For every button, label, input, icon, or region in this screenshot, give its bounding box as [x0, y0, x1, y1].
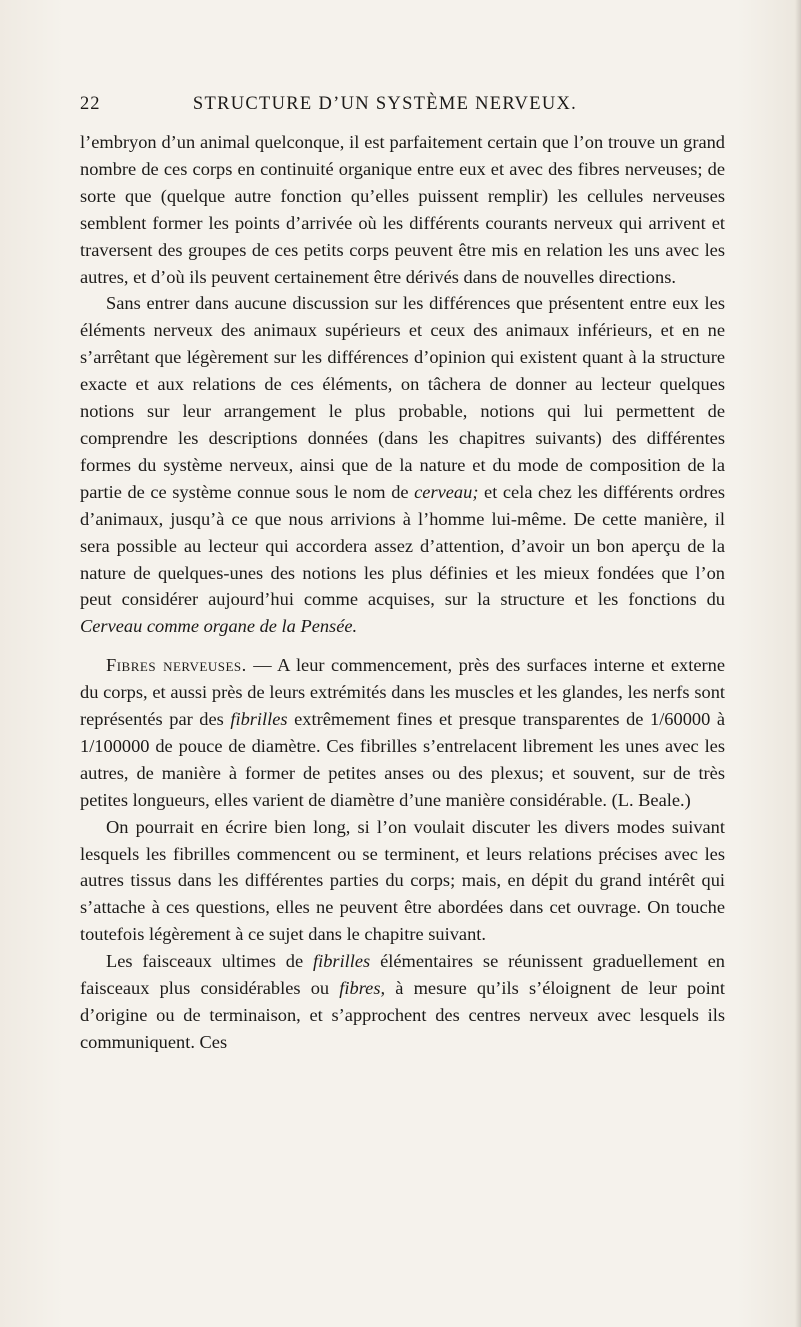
italic-term: cerveau;: [414, 481, 479, 502]
italic-title: Cerveau comme organe de la Pensée.: [80, 616, 358, 637]
section-heading: Fibres nerveuses.: [106, 655, 247, 676]
italic-term: fibrilles: [230, 709, 288, 730]
italic-term: fibrilles: [313, 951, 371, 972]
paragraph-5: Les faisceaux ultimes de fibrilles élémentaires se réunissent graduellement en faisceaux plus considérables ou fibres, à mesure qu’ils s’éloignent de leur point d’origine ou de terminaison, et s’approchent des centres nerveux avec lesquels ils communiquent. Ces: [80, 951, 725, 1052]
running-header: [80, 94, 720, 118]
running-title: STRUCTURE D’UN SYSTÈME NERVEUX.: [192, 94, 578, 114]
page-edge-shadow: [795, 0, 801, 1327]
paragraph-4: On pourrait en écrire bien long, si l’on voulait discuter les divers modes suivant lesquels les fibrilles commencent ou se terminent, et leurs relations précises avec les autres tissus dans les différentes parties du corps; mais, en dépit du grand intérêt qui s’attache à ces questions, elles ne peuvent être abordées dans cet ouvrage. On touche toutefois légèrement à ce sujet dans le chapitre suivant.: [80, 816, 725, 945]
page-body: [80, 129, 725, 1056]
paragraph-1: l’embryon d’un animal quelconque, il est parfaitement certain que l’on trouve un grand nombre de ces corps en continuité organique entre eux et avec des fibres nerveuses; de sorte que (quelque autre fonction qu’elles puissent remplir) les cellules nerveuses semblent former les points d’arrivée où les différents courants nerveux qui arrivent et traversent des groupes de ces petits corps peuvent être mis en relation les uns avec les autres, et d’où ils peuvent certainement être dérivés dans de nouvelles directions.: [80, 132, 725, 287]
italic-term: fibres,: [339, 978, 386, 999]
paragraph-2: Sans entrer dans aucune discussion sur les différences que présentent entre eux les éléments nerveux des animaux supérieurs et ceux des animaux inférieurs, et en ne s’arrêtant que légèrement sur les différences d’opinion qui existent quant à la structure exacte et aux relations de ces éléments, on tâchera de donner au lecteur quelques notions sur leur arrangement le plus probable, notions qui lui permettent de comprendre les descriptions données (dans les chapitres suivants) des différentes formes du système nerveux, ainsi que de la nature et du mode de composition de la partie de ce système connue sous le nom de cerveau; et cela chez les différents ordres d’animaux, jusqu’à ce que nous arrivions à l’homme lui-même. De cette manière, il sera possible au lecteur qui accordera assez d’attention, d’avoir un bon aperçu de la nature de quelques-unes des notions les plus définies et les mieux fondées que l’on peut considérer aujourd’hui comme acquises, sur la structure et les fonctions du Cerveau comme organe de la Pensée.: [80, 293, 725, 637]
page-number: 22: [80, 94, 101, 114]
paragraph-3: Fibres nerveuses. — A leur commencement, près des surfaces interne et externe du corps, et aussi près de leurs extrémités dans les muscles et les glandes, les nerfs sont représentés par des fibrilles extrêmement fines et presque transparentes de 1/60000 à 1/100000 de pouce de diamètre. Ces fibrilles s’entrelacent librement les unes avec les autres, de manière à former de petites anses ou des plexus; et souvent, sur de très petites longueurs, elles varient de diamètre d’une manière considérable. (L. Beale.): [80, 655, 726, 810]
